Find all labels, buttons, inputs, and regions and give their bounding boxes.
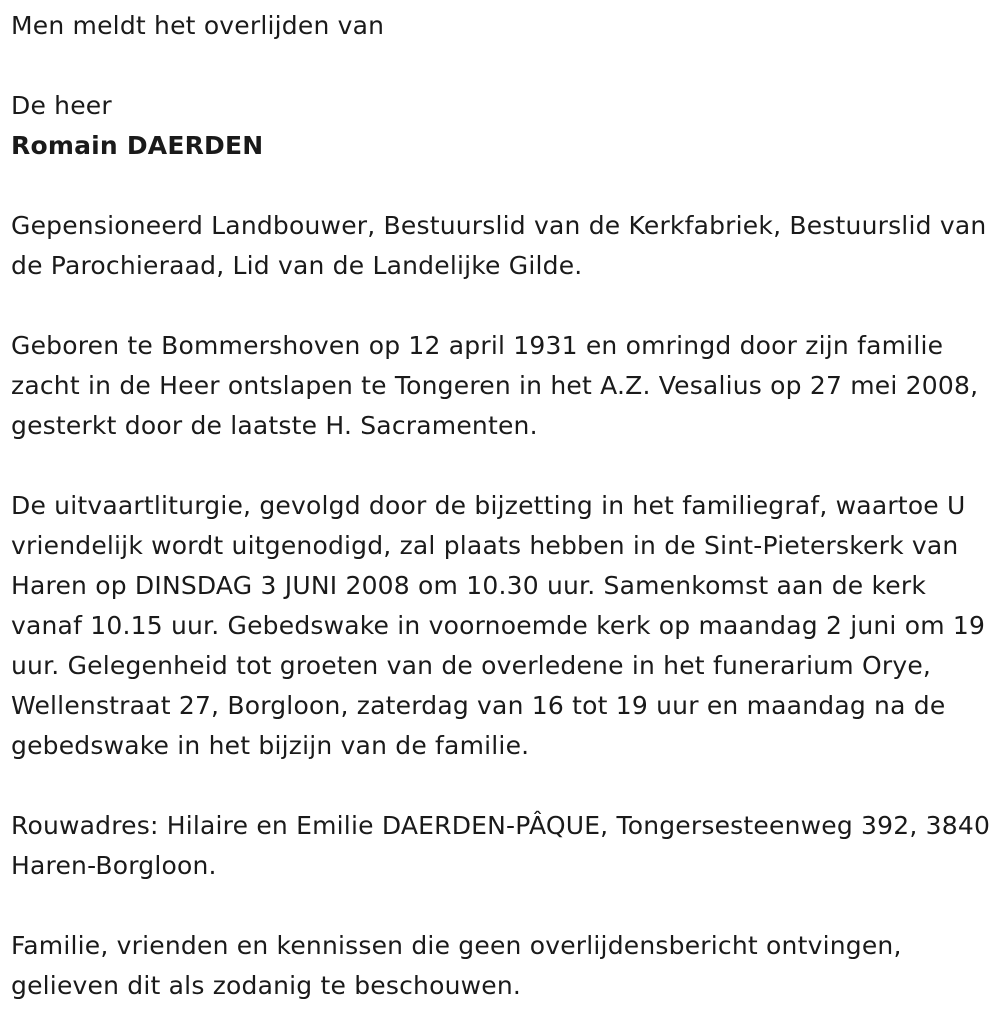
- spacer: [11, 446, 996, 486]
- occupation-paragraph: Gepensioneerd Landbouwer, Bestuurslid van de Kerkfabriek, Bestuurslid van de Parochieraad, Lid van de Landelijke Gilde.: [11, 211, 987, 280]
- closing-paragraph: Familie, vrienden en kennissen die geen overlijdensbericht ontvingen, gelieven dit als zodanig te beschouwen.: [11, 931, 902, 1000]
- funeral-paragraph: De uitvaartliturgie, gevolgd door de bijzetting in het familiegraf, waartoe U vriendelijk wordt uitgenodigd, zal plaats hebben in de Sint-Pieterskerk van Haren op DINSDAG 3 JUNI 2008 om 10.30 uur. Samenkomst aan de kerk vanaf 10.15 uur. Gebedswake in voornoemde kerk op maandag 2 juni om 19 uur. Gelegenheid tot groeten van de overledene in het funerarium Orye, Wellenstraat 27, Borgloon, zaterdag van 16 tot 19 uur en maandag na de gebedswake in het bijzijn van de familie.: [11, 491, 986, 760]
- deceased-name: Romain DAERDEN: [11, 131, 264, 160]
- spacer: [11, 166, 996, 206]
- spacer: [11, 766, 996, 806]
- spacer: [11, 46, 996, 86]
- mourning-address: Rouwadres: Hilaire en Emilie DAERDEN-PÂQUE, Tongersesteenweg 392, 3840 Haren-Borgloon.: [11, 811, 991, 880]
- spacer: [11, 286, 996, 326]
- salutation: De heer: [11, 91, 112, 120]
- death-notice: [11, 6, 996, 1006]
- intro-line: Men meldt het overlijden van: [11, 11, 385, 40]
- spacer: [11, 886, 996, 926]
- birth-death-paragraph: Geboren te Bommershoven op 12 april 1931 en omringd door zijn familie zacht in de Heer ontslapen te Tongeren in het A.Z. Vesalius op 27 mei 2008, gesterkt door de laatste H. Sacramenten.: [11, 331, 979, 440]
